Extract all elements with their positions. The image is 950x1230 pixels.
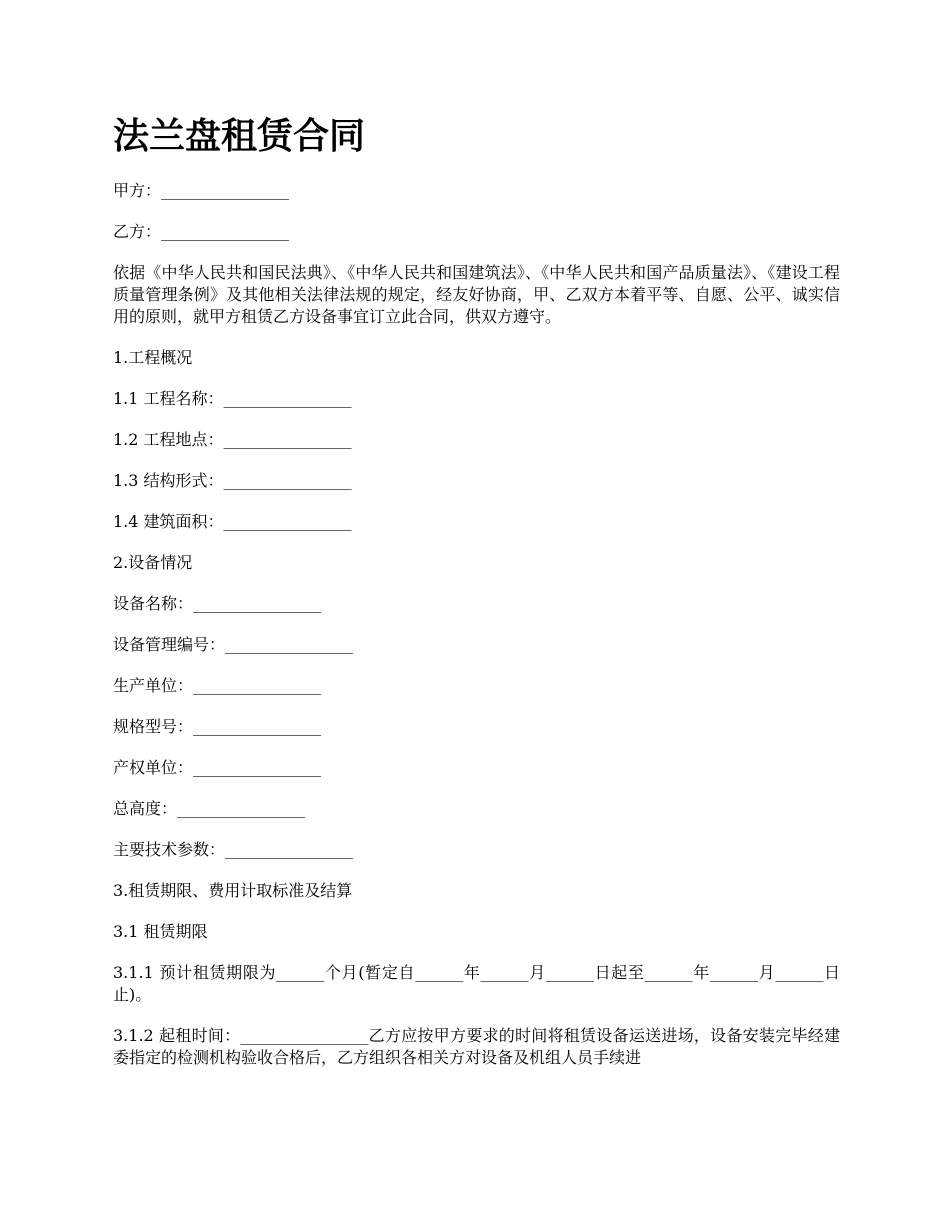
building-area-line: 1.4 建筑面积：________________ (113, 512, 352, 531)
model-line: 规格型号：________________ (113, 717, 322, 736)
structure-type-line: 1.3 结构形式：________________ (113, 471, 352, 490)
technical-params-line: 主要技术参数：________________ (113, 840, 354, 859)
party-b-line: 乙方：________________ (113, 222, 290, 241)
document-page (113, 112, 840, 1088)
lease-start-paragraph: 3.1.2 起租时间：________________乙方应按甲方要求的时间将租赁设备运送进场，设备安装完毕经建委指定的检测机构验收合格后，乙方组织各相关方对设备及机组人员手续进 (113, 1026, 840, 1067)
subsection-lease-period: 3.1 租赁期限 (113, 922, 208, 941)
section-heading-project-overview: 1.工程概况 (113, 348, 193, 367)
equipment-name-line: 设备名称：________________ (113, 594, 322, 613)
manufacturer-line: 生产单位：________________ (113, 676, 322, 695)
section-heading-equipment: 2.设备情况 (113, 553, 193, 572)
project-name-line: 1.1 工程名称：________________ (113, 389, 352, 408)
owner-unit-line: 产权单位：________________ (113, 758, 322, 777)
party-a-line: 甲方：________________ (113, 181, 290, 200)
preamble-paragraph: 依据《中华人民共和国民法典》、《中华人民共和国建筑法》、《中华人民共和国产品质量法》、《建设工程质量管理条例》及其他相关法律法规的规定，经友好协商，甲、乙双方本着平等、自愿、公平、诚实信用的原则，就甲方租赁乙方设备事宜订立此合同，供双方遵守。 (113, 263, 840, 326)
equipment-id-line: 设备管理编号：________________ (113, 635, 354, 654)
lease-period-paragraph: 3.1.1 预计租赁期限为______个月(暂定自______年______月______日起至______年______月______日止)。 (113, 963, 840, 1004)
total-height-line: 总高度：________________ (113, 799, 306, 818)
section-heading-lease-terms: 3.租赁期限、费用计取标准及结算 (113, 881, 353, 900)
project-location-line: 1.2 工程地点：________________ (113, 430, 352, 449)
document-title: 法兰盘租赁合同 (113, 116, 366, 157)
